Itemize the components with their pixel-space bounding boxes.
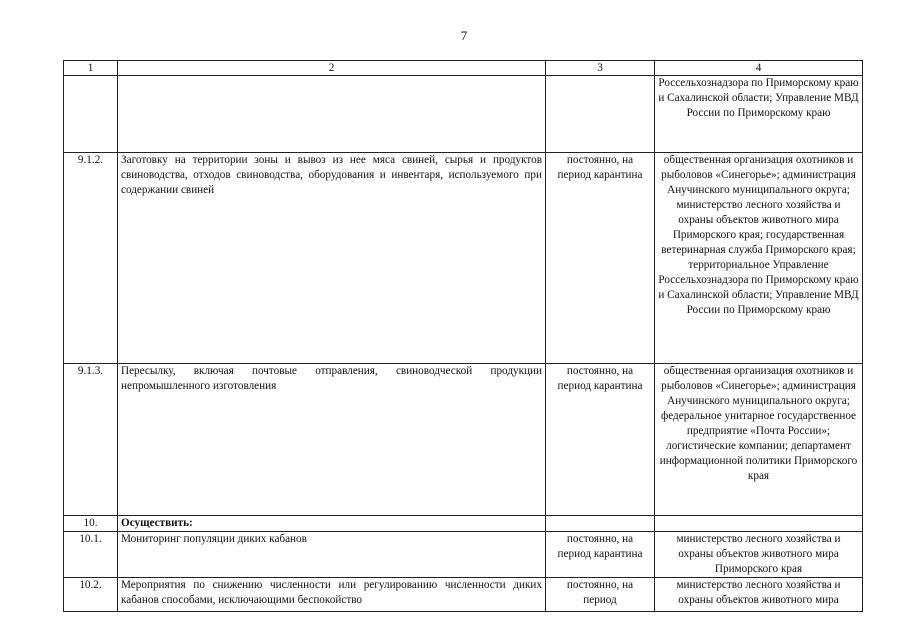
row-period: постоянно, на период <box>546 578 655 612</box>
row-period: постоянно, на период карантина <box>546 532 655 578</box>
table-row <box>64 153 863 364</box>
row-executors <box>655 516 863 532</box>
row-measure-text: Пересылку, включая почтовые отправления, свиноводческой продукции непромышленного изготовления <box>118 364 546 516</box>
row-executors: министерство лесного хозяйства и охраны объектов животного мира Приморского края <box>655 532 863 578</box>
row-number: 9.1.3. <box>64 364 118 516</box>
row-measure-text: Мероприятия по снижению численности или регулированию численности диких кабанов способами, исключающими беспокойство <box>118 578 546 612</box>
row-executors: общественная организация охотников и рыболовов «Синегорье»; администрация Анучинского муниципального округа; федеральное унитарное государственное предприятие «Почта России»; логистические компании; департамент информационной политики Приморского края <box>655 364 863 516</box>
table-row <box>64 76 863 153</box>
row-period <box>546 516 655 532</box>
column-header-2: 2 <box>118 61 546 76</box>
table-row <box>64 516 863 532</box>
page-number: 7 <box>460 28 468 43</box>
row-period: постоянно, на период карантина <box>546 153 655 364</box>
column-header-4: 4 <box>655 61 863 76</box>
row-measure-text: Мониторинг популяции диких кабанов <box>118 532 546 578</box>
table-row <box>64 578 863 612</box>
table-row <box>64 532 863 578</box>
column-header-1: 1 <box>64 61 118 76</box>
row-number: 10.2. <box>64 578 118 612</box>
row-measure-text <box>118 76 546 153</box>
row-executors: министерство лесного хозяйства и охраны объектов животного мира <box>655 578 863 612</box>
table-header-row <box>64 61 863 76</box>
measures-table <box>63 60 863 612</box>
row-number: 10. <box>64 516 118 532</box>
section-heading: Осуществить: <box>118 516 546 532</box>
row-number <box>64 76 118 153</box>
row-period <box>546 76 655 153</box>
row-executors: Россельхознадзора по Приморскому краю и Сахалинской области; Управление МВД России по Приморскому краю <box>655 76 863 153</box>
row-number: 10.1. <box>64 532 118 578</box>
row-number: 9.1.2. <box>64 153 118 364</box>
row-executors: общественная организация охотников и рыболовов «Синегорье»; администрация Анучинского муниципального округа; министерство лесного хозяйства и охраны объектов животного мира Приморского края; государственная ветеринарная служба Приморского края; территориальное Управление Россельхознадзора по Приморскому краю и Сахалинской области; Управление МВД России по Приморскому краю <box>655 153 863 364</box>
column-header-3: 3 <box>546 61 655 76</box>
row-period: постоянно, на период карантина <box>546 364 655 516</box>
table-row <box>64 364 863 516</box>
row-measure-text: Заготовку на территории зоны и вывоз из нее мяса свиней, сырья и продуктов свиноводства, отходов свиноводства, оборудования и инвентаря, используемого при содержании свиней <box>118 153 546 364</box>
